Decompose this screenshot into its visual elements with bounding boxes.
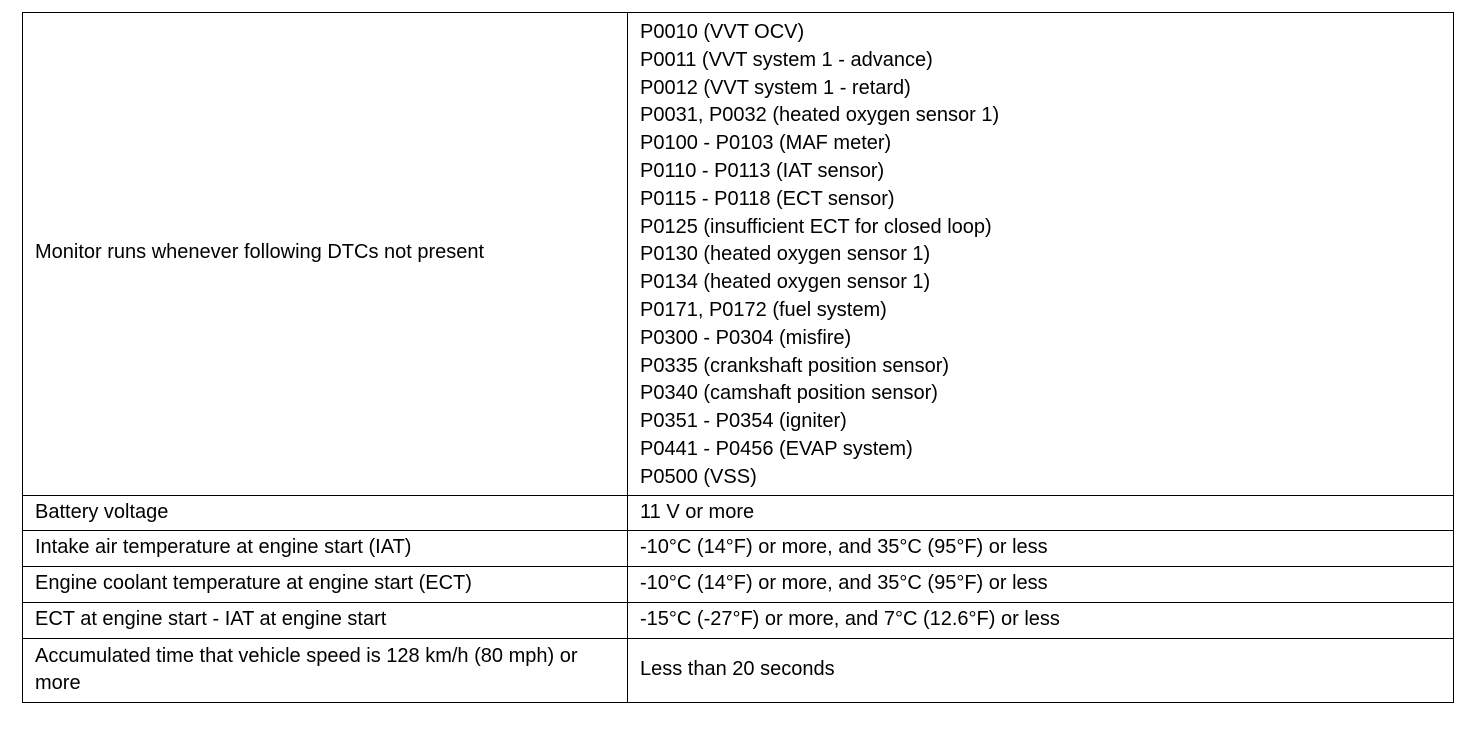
dtc-item: P0115 - P0118 (ECT sensor) — [640, 187, 895, 210]
monitor-conditions-table — [22, 12, 1454, 703]
table-row-vehicle-speed-time — [23, 638, 1454, 702]
value-cell: 11 V or more — [628, 495, 1454, 531]
value-cell: -10°C (14°F) or more, and 35°C (95°F) or less — [628, 531, 1454, 567]
condition-cell: ECT at engine start - IAT at engine start — [23, 602, 628, 638]
dtc-item: P0130 (heated oxygen sensor 1) — [640, 243, 931, 266]
dtc-item: P0171, P0172 (fuel system) — [640, 298, 887, 321]
dtc-item: P0300 - P0304 (misfire) — [640, 326, 852, 349]
value-cell: Less than 20 seconds — [628, 638, 1454, 702]
condition-cell: Monitor runs whenever following DTCs not present — [23, 13, 628, 496]
table-row-battery-voltage — [23, 495, 1454, 531]
dtc-item: P0011 (VVT system 1 - advance) — [640, 48, 933, 71]
condition-cell: Intake air temperature at engine start (IAT) — [23, 531, 628, 567]
dtc-item: P0125 (insufficient ECT for closed loop) — [640, 215, 992, 238]
dtc-item: P0134 (heated oxygen sensor 1) — [640, 271, 931, 294]
dtc-item: P0012 (VVT system 1 - retard) — [640, 76, 911, 99]
value-cell: -10°C (14°F) or more, and 35°C (95°F) or less — [628, 567, 1454, 603]
dtc-item: P0010 (VVT OCV) — [640, 21, 805, 43]
dtc-item: P0031, P0032 (heated oxygen sensor 1) — [640, 104, 1000, 127]
dtc-list-cell — [628, 13, 1454, 496]
dtc-item: P0500 (VSS) — [640, 465, 757, 488]
dtc-item: P0351 - P0354 (igniter) — [640, 410, 847, 433]
table-row-ect — [23, 567, 1454, 603]
condition-cell: Engine coolant temperature at engine start (ECT) — [23, 567, 628, 603]
condition-cell: Accumulated time that vehicle speed is 128 km/h (80 mph) or more — [23, 638, 628, 702]
condition-cell: Battery voltage — [23, 495, 628, 531]
dtc-item: P0441 - P0456 (EVAP system) — [640, 437, 913, 460]
dtc-item: P0340 (camshaft position sensor) — [640, 382, 938, 405]
table-row-iat — [23, 531, 1454, 567]
value-cell: -15°C (-27°F) or more, and 7°C (12.6°F) or less — [628, 602, 1454, 638]
dtc-item: P0110 - P0113 (IAT sensor) — [640, 159, 885, 182]
dtc-item: P0335 (crankshaft position sensor) — [640, 354, 950, 377]
table-row-dtc-conditions — [23, 13, 1454, 496]
dtc-item: P0100 - P0103 (MAF meter) — [640, 132, 892, 155]
table-row-ect-minus-iat — [23, 602, 1454, 638]
